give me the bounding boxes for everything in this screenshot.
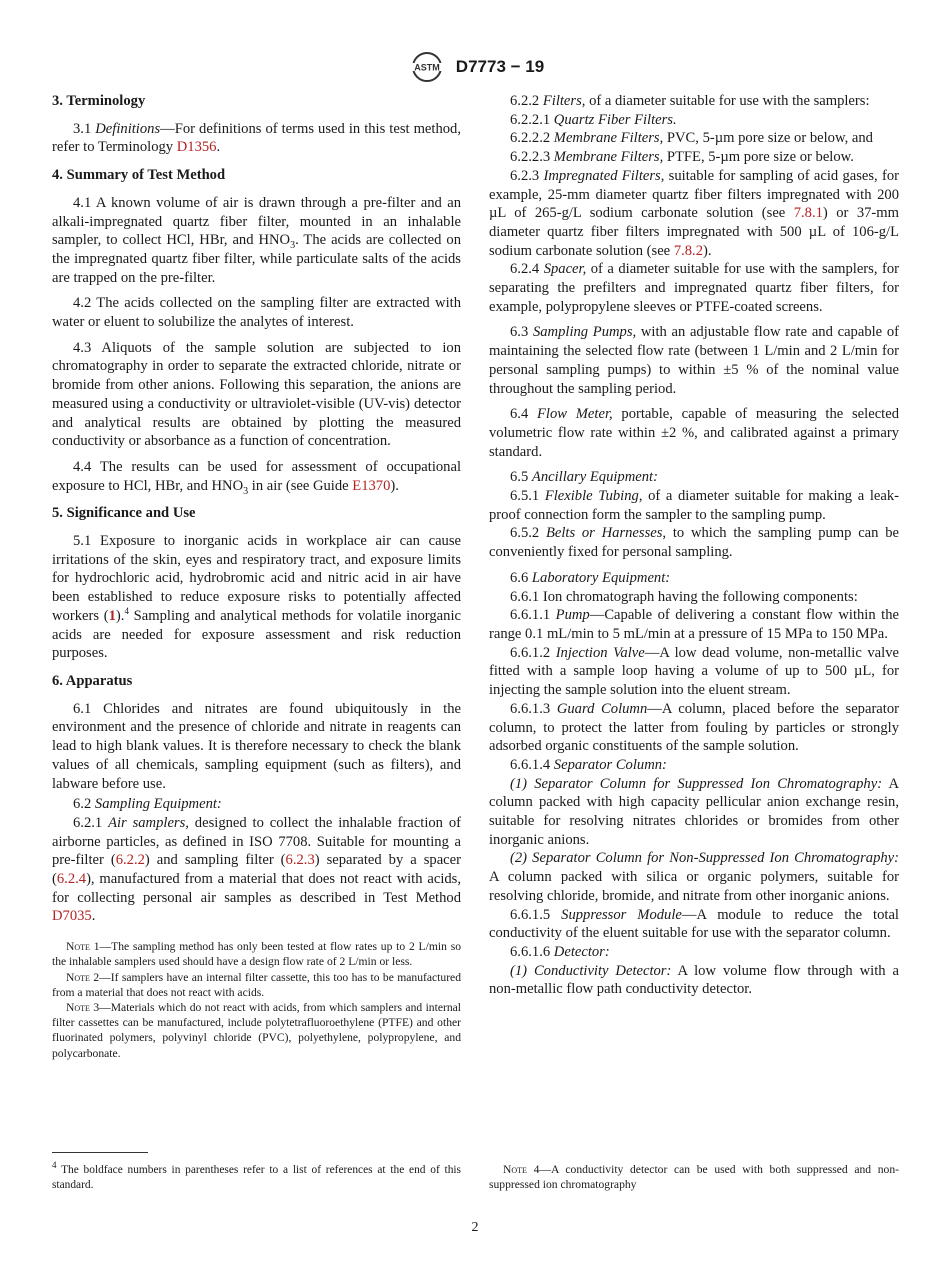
section-5-heading: 5. Significance and Use: [52, 505, 196, 522]
footnote-divider: [52, 1152, 148, 1153]
link-6-2-3[interactable]: 6.2.3: [285, 852, 315, 869]
paragraph-6-3: 6.3 Sampling Pumps, with an adjustable flow rate and capable of maintaining the selected flow rate (between 1 L/min and 2 L/min for personal sampling pumps) to within ±5 % of the nominal value throughout the sampling period.: [489, 324, 899, 397]
left-column: [52, 92, 461, 1061]
page-number: 2: [471, 1220, 479, 1235]
paragraph-6-5-2: 6.5.2 Belts or Harnesses, to which the sampling pump can be conveniently fixed for personal sampling.: [489, 525, 899, 561]
paragraph-separator-suppressed: (1) Separator Column for Suppressed Ion Chromatography: A column packed with high capacity pellicular anion exchange resin, suitable for resolving nitrates chlorides or bromides from other inorganic anions.: [489, 775, 899, 848]
section-6-heading: 6. Apparatus: [52, 672, 133, 689]
link-6-2-2[interactable]: 6.2.2: [115, 852, 145, 869]
link-d1356[interactable]: D1356: [176, 139, 217, 156]
paragraph-6-5: 6.5 Ancillary Equipment:: [510, 469, 658, 486]
paragraph-6-2-3: 6.2.3 Impregnated Filters, suitable for sampling of acid gases, for example, 25-mm diameter quartz fiber filters impregnated with 200 µL of 265-g/L sodium carbonate solution (see 7.8.1) or 37-mm diameter quartz fiber filters impregnated with 500 µL of 106-g/L sodium carbonate solution (see 7.8.2).: [489, 167, 900, 259]
paragraph-6-2-2-2: 6.2.2.2 Membrane Filters, PVC, 5-µm pore size or below, and: [510, 130, 873, 147]
link-d7035[interactable]: D7035: [52, 908, 92, 925]
paragraph-4-4: 4.4 The results can be used for assessment of occupational exposure to HCl, HBr, and $HNO_3$ in air (see Guide E1370).: [52, 458, 461, 497]
paragraph-5-1: 5.1 Exposure to inorganic acids in workplace air can cause irritations of the skin, eyes and respiratory tract, and exposure limits for hydrochloric acid, hydrobromic acid and nitric acid in air have been established to reduce exposure risks to potentially affected workers (1).$^4$ Sampling and analytical methods for volatile inorganic acids are needed for exposure assessment and risk reduction purposes.: [52, 533, 461, 662]
note-2: Note 2—If samplers have an internal filter cassette, this too has to be manufactured from a material that does not react with acids.: [52, 970, 461, 999]
paragraph-6-6-1-3: 6.6.1.3 Guard Column—A column, placed before the separator column, to protect the latter from fouling by particles or strongly adsorbed organic constituents of the sample solution.: [489, 700, 899, 755]
paragraph-6-6-1-4: 6.6.1.4 Separator Column:: [510, 756, 667, 773]
paragraph-6-2-2-3: 6.2.2.3 Membrane Filters, PTFE, 5-µm pore size or below.: [510, 149, 854, 166]
page-header: [0, 52, 950, 84]
note-3: Note 3—Materials which do not react with acids, from which samplers and internal filter cassettes can be manufactured, include polytetrafluoroethylene (PTFE) and other fluorinated polymers, polyvinyl chloride (PVC), polyethylene, polypropylene, and polycarbonate.: [52, 1000, 461, 1060]
link-7-8-1[interactable]: 7.8.1: [793, 205, 823, 222]
paragraph-6-6-1-5: 6.6.1.5 Suppressor Module—A module to reduce the total conductivity of the eluent suitable for use with the separator column.: [489, 906, 899, 942]
paragraph-6-2-4: 6.2.4 Spacer, of a diameter suitable for use with the samplers, for separating the prefilters and impregnated quartz fiber filters, for example, polypropylene sleeves or PTFE-coated screens.: [489, 261, 899, 315]
paragraph-6-6-1-6: 6.6.1.6 Detector:: [510, 943, 610, 960]
paragraph-4-2: 4.2 The acids collected on the sampling filter are extracted with water or eluent to solubilize the analytes of interest.: [52, 295, 461, 331]
section-3-heading: 3. Terminology: [52, 93, 146, 109]
link-6-2-4[interactable]: 6.2.4: [56, 871, 87, 888]
paragraph-6-2: 6.2 Sampling Equipment:: [73, 796, 222, 813]
right-column: [489, 92, 899, 999]
astm-logo-icon: [406, 52, 448, 82]
note-4: Note 4—A conductivity detector can be used with both suppressed and non-suppressed ion chromatography: [489, 1163, 899, 1192]
paragraph-4-3: 4.3 Aliquots of the sample solution are subjected to ion chromatography in order to separate the extracted chloride, nitrate or bromide from other anions. Following this separation, the anions are measured using a conductivity or ultraviolet-visible (UV-vis) detector and analytical results are obtained by plotting the measured conductivity or absorbance as a function of concentration.: [52, 339, 461, 450]
paragraph-6-5-1: 6.5.1 Flexible Tubing, of a diameter suitable for making a leak-proof connection form the sampler to the sampling pump.: [489, 488, 899, 523]
paragraph-6-2-1: 6.2.1 Air samplers, designed to collect the inhalable fraction of airborne particles, as defined in ISO 7708. Suitable for mounting a pre-filter (6.2.2) and sampling filter (6.2.3) separated by a spacer (6.2.4), manufactured from a material that does not react with acids, for collecting personal air samples as described in Test Method D7035.: [52, 814, 461, 925]
link-e1370[interactable]: E1370: [352, 477, 391, 494]
paragraph-6-6-1-2: 6.6.1.2 Injection Valve—A low dead volume, non-metallic valve fitted with a sample loop having a volume of up to 500 µL, for injecting the sample solution into the eluent stream.: [489, 644, 899, 699]
paragraph-separator-non-suppressed: (2) Separator Column for Non-Suppressed Ion Chromatography: A column packed with silica or organic polymers, suitable for resolving chloride, bromide, and nitrate from other inorganic anions.: [489, 850, 899, 904]
paragraph-6-2-2: 6.2.2 Filters, of a diameter suitable for use with the samplers:: [510, 93, 870, 109]
paragraph-6-4: 6.4 Flow Meter, portable, capable of measuring the selected volumetric flow rate within ±2 %, and calibrated against a primary standard.: [489, 406, 899, 460]
document-id: D7773 − 19: [455, 57, 545, 76]
paragraph-6-2-2-1: 6.2.2.1 Quartz Fiber Filters.: [510, 111, 677, 128]
paragraph-6-6-1-1: 6.6.1.1 Pump—Capable of delivering a constant flow within the range 0.1 mL/min to 5 mL/min at a pressure of 15 MPa to 150 MPa.: [489, 607, 899, 642]
paragraph-4-1: 4.1 A known volume of air is drawn through a pre-filter and an alkali-impregnated quartz fiber filter, mounted in an inhalable sampler, to collect HCl, HBr, and $HNO_3$. The acids are collected on the impregnated quartz fiber filter, while particulate salts of the acids are trapped on the pre-filter.: [52, 194, 461, 286]
footnote-4: $^4$ The boldface numbers in parentheses refer to a list of references at the end of this standard.: [52, 1160, 461, 1191]
note-1: Note 1—The sampling method has only been tested at flow rates up to 2 L/min so the inhalable samplers used should have a design flow rate of 2 L/min or less.: [52, 940, 461, 969]
reference-link-1[interactable]: 1: [108, 607, 116, 624]
svg-text:ASTM: ASTM: [414, 62, 440, 73]
section-4-heading: 4. Summary of Test Method: [52, 167, 226, 184]
paragraph-6-6-1: 6.6.1 Ion chromatograph having the following components:: [510, 588, 858, 605]
paragraph-6-1: 6.1 Chlorides and nitrates are found ubiquitously in the environment and the presence of chloride and nitrate in reagents can lead to high blank values. It is therefore necessary to check the blank values of all chemicals, sampling equipment (such as filters), and labware before use.: [52, 700, 461, 792]
paragraph-conductivity-detector: (1) Conductivity Detector: A low volume flow through with a non-metallic flow path conductivity detector.: [489, 962, 899, 998]
paragraph-6-6: 6.6 Laboratory Equipment:: [510, 569, 671, 586]
link-7-8-2[interactable]: 7.8.2: [673, 242, 703, 259]
paragraph-3-1: 3.1 Definitions—For definitions of terms used in this test method, refer to Terminology D1356.: [52, 120, 461, 156]
